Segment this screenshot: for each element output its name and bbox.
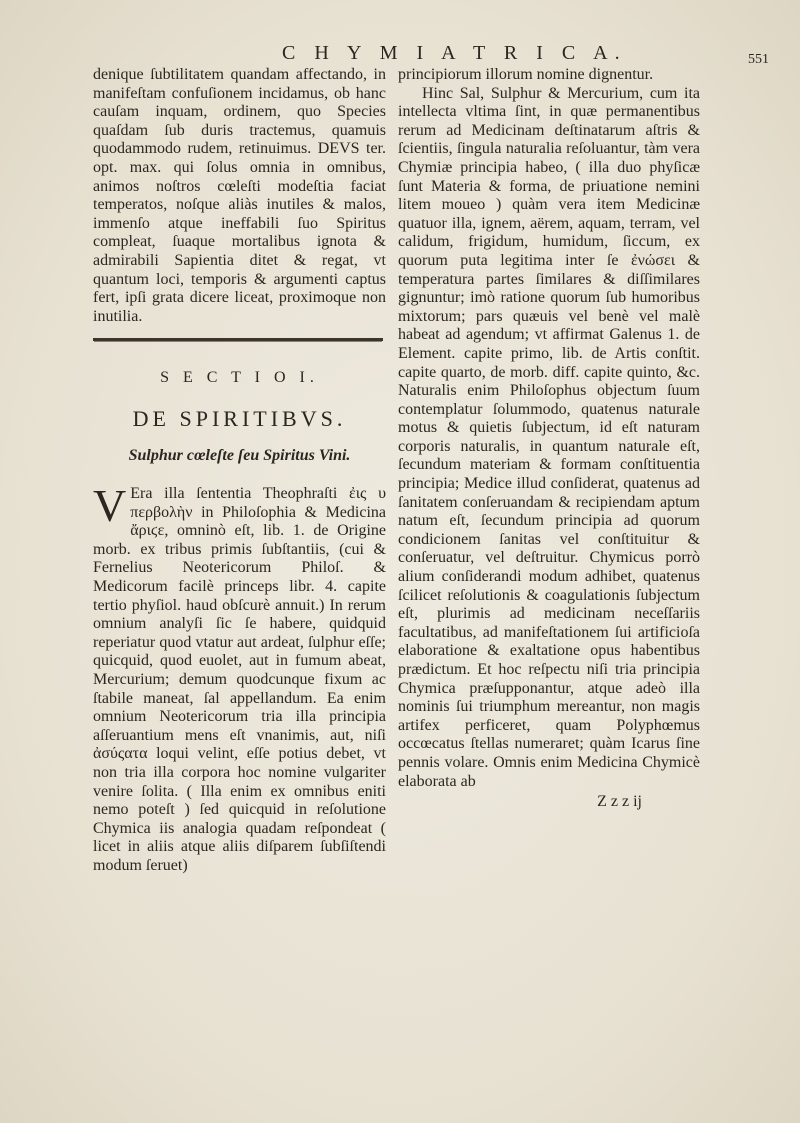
- left-column: [93, 66, 386, 876]
- section-label: S E C T I O I.: [160, 369, 319, 387]
- section-subtitle: Sulphur cœleſte ſeu Spiritus Vini.: [128, 446, 351, 464]
- right-top-paragraph: principiorum illorum nomine dignentur.: [398, 66, 654, 83]
- running-title: C H Y M I A T R I C A.: [282, 42, 627, 64]
- drop-cap: V: [93, 480, 127, 532]
- running-head: [0, 42, 800, 66]
- right-column: [398, 66, 700, 812]
- section-title: DE SPIRITIBVS.: [132, 405, 347, 431]
- left-body-text: Era illa ſententia Theophraſti ἐις υ περβολὴν in Philoſophia & Medicina ἄριϛε, omninò eſt, lib. 1. de Origine morb. ex tribus primis ſubſtantiis, (cui & Fernelius Neotericorum Philoſ. & Medicorum facilè princeps libr. 4. capite tertio phyſiol. haud obſcurè annuit.) In rerum omnium analyſi ſic ſe habere, quidquid reperiatur quod vtatur aut ardeat, ſulphur eſſe; quicquid, quod euolet, aut in fumum abeat, Mercurium; demum quodcunque fixum ac ſtabile maneat, ſal appellandum. Ea enim omnium Neotericorum tria illa principia aſſeruantium mens eſt vnanimis, aut, niſi ἀσύςατα loqui velint, eſſe potius debet, vt non tria illa corpora hoc nomine vulgariter venire ſolita. ( Illa enim ex omnibus eniti nemo poteſt ) ſed quicquid in reſolutione Chymica iis analogia quadam reſpondeat ( licet in aliis atque aliis diſparem ſubſiſtendi modum ſeruet): [93, 485, 386, 874]
- left-body: [93, 480, 386, 875]
- page-number: 551: [748, 52, 769, 67]
- section-divider: [93, 338, 383, 341]
- signature-mark: Z z z ij: [597, 793, 642, 811]
- right-body-text: Hinc Sal, Sulphur & Mercurium, cum ita intellecta vltima ſint, in quæ permanentibus rerum ad Medicinam deſtinatarum aſtris & ſcientiis, ſingula naturalia reſoluantur, tàm vera Chymiæ principia habeo, ( illa duo phyſicæ ſunt Materia & forma, de priuatione nemini litem moueo ) quàm vera item Medicinæ quatuor illa, ignem, aërem, aquam, terram, vel calidum, frigidum, humidum, ſiccum, ex quorum puta legitima inter ſe ἐνώσει & temperatura partes ſimilares & diſſimilares gignuntur; imò ratione quorum ſub humoribus mixtorum; pars quæuis vel benè vel malè habeat ad agendum; vt affirmat Galenus 1. de Element. capite primo, lib. de Artis conſtit. capite quarto, de morb. diff. capite quinto, &c. Naturalis enim Philoſophus objectum ſuum contemplatur ſolummodo, quatenus naturale motus & quietis ſubjectum, id eſt naturam corporis naturalis, in quantum naturale eſt, ſecundum materiam & formam conſtituentia principia; Medice illud conſiderat, quatenus ad ſanitatem conſeruandam & recipiendam aptum natum eſt, ſecundum principia ad quorum condicionem ſanitas vel conſtituitur & conſeruatur, vel deſtruitur. Chymicus porrò alium conſiderandi modum adhibet, quatenus ſcilicet reſolutionis & coagulationis ſubjectum eſt, plurimis ad medicinam neceſſariis facultatibus, ad manifeſtationem ſui artificioſa elaboratione & exaltatione opus habentibus prædictum. Et hoc reſpectu niſi tria principia Chymica præſupponantur, atque adeò illa nominis ſui triumphum mereantur, non magis artifex perficeret, quam Polyphœmus occœcatus ſtellas numeraret; quàm Icarus ſine pennis volare. Omnis enim Medicina Chymicè elaborata ab: [398, 84, 700, 790]
- left-top-paragraph: denique ſubtilitatem quandam affectando, in manifeſtam confuſionem incidamus, ob hanc cauſam inquam, ordinem, quo Species quaſdam ſub duris tractemus, quamuis quodammodo rudem, retinuimus. DEVS ter. opt. max. qui ſolus omnia in omnibus, animos noſtros cœleſti modeſtia faciat temperatos, noſque aliàs inutiles & malos, immenſo atque ineffabili ſuo Spiritus compleat, ſuaque mortalibus ignota & admirabili Sapientia ditet & regat, vt quantum loci, temporis & argumenti captus fert, ipſi grata dicere liceat, proximoque non inutilia.: [93, 66, 386, 325]
